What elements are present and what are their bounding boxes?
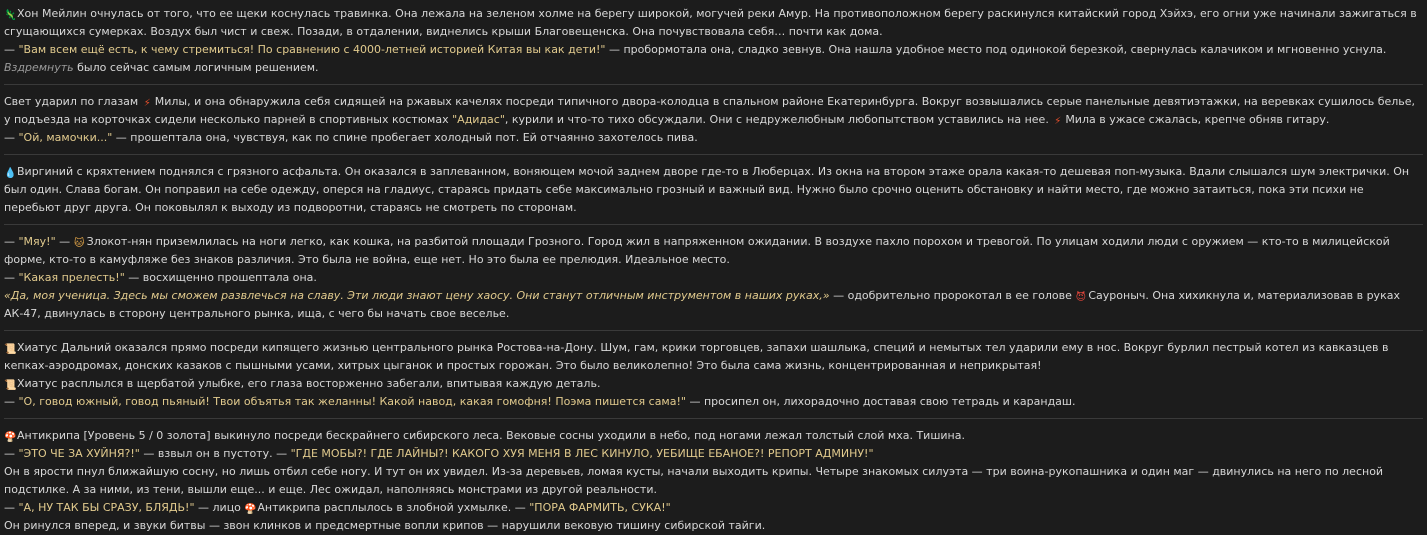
post-line	[4, 269, 1423, 287]
narration-text: —	[4, 395, 19, 408]
cat-icon: 🐱	[73, 238, 85, 249]
post-line	[4, 163, 1423, 217]
post-line	[4, 93, 1423, 129]
narration-text: — пробормотала она, сладко зевнув. Она нашла удобное место под одинокой березкой, свернулась калачиком и мгновенно уснула.	[605, 43, 1387, 56]
mushroom-icon: 🍄	[4, 432, 17, 443]
post	[4, 233, 1423, 323]
narration-text: Милы, и она обнаружила себя сидящей на ржавых качелях посреди типичного двора-колодца в спальном районе Екатеринбурга. Вокруг возвышались серые панельные девятиэтажки, на веревках сушилось белье, у подъезда на корточках сидели несколько парней в спортивных костюмах	[4, 95, 1416, 126]
narration-text: Виргиний с кряхтением поднялся с грязного асфальта. Он оказался в заплеванном, воняющем мочой заднем дворе где-то в Люберцах. Из окна на втором этаже орала какая-то дешевая поп-музыка. Вдали слышался шум электрички. Он был один. Слава богам. Он поправил на себе одежду, оперся на гладиус, стараясь придать себе максимально грозный и важный вид. Нужно было срочно оценить обстановку и найти место, где можно затаиться, пока эти психи не перебьют друг друга. Он поковылял к выходу из подворотни, стараясь не смотреть по сторонам.	[4, 165, 1410, 214]
narration-text: Сауроныч. Она хихикнула и, материализовав в руках АК-47, двинулась в сторону центрального рынка, ища, с чего бы начать свое веселье.	[4, 289, 1400, 320]
post-line	[4, 427, 1423, 445]
narration-text: Свет ударил по глазам	[4, 95, 142, 108]
emphasis-text: Вздремнуть	[4, 61, 74, 74]
post-line	[4, 375, 1423, 393]
narration-text: —	[55, 235, 74, 248]
quote-text: "ГДЕ МОБЫ?! ГДЕ ЛАЙНЫ?! КАКОГО ХУЯ МЕНЯ В ЛЕС КИНУЛО, УЕБИЩЕ ЕБАНОЕ?! РЕПОРТ АДМИНУ!"	[290, 447, 874, 460]
post-line	[4, 41, 1423, 77]
quote-text: "ЭТО ЧЕ ЗА ХУЙНЯ?!"	[18, 447, 140, 460]
post-divider	[4, 418, 1423, 419]
post-divider	[4, 84, 1423, 85]
post-divider	[4, 330, 1423, 331]
post	[4, 339, 1423, 411]
mushroom-icon: 🍄	[244, 504, 257, 515]
narration-text: Он в ярости пнул ближайшую сосну, но лишь отбил себе ногу. И тут он их увидел. Из-за деревьев, ломая кусты, начали выходить крипы. Четыре знакомых силуэта — три воина-рукопашника и один маг — двинулись на него по лесной подстилке. А за ними, из тени, вышли еще... и еще. Лес ожидал, наполняясь монстрами из другой реальности.	[4, 465, 1384, 496]
narration-text: Хон Мейлин очнулась от того, что ее щеки коснулась травинка. Она лежала на зеленом холме на берегу широкой, могучей реки Амур. На противоположном берегу раскинулся китайский город Хэйхэ, его огни уже начинали зажигаться в сгущающихся сумерках. Воздух был чист и свеж. Позади, в отдалении, виднелись крыши Благовещенска. Она почувствовала себя… почти как дома.	[4, 7, 1417, 38]
post-line	[4, 445, 1423, 463]
post-line	[4, 5, 1423, 41]
quote-text: "Вам всем ещё есть, к чему стремиться! По сравнению с 4000-летней историей Китая вы как дети!"	[18, 43, 606, 56]
narration-text: — взвыл он в пустоту. —	[139, 447, 291, 460]
narration-text: — восхищенно прошептала она.	[124, 271, 317, 284]
narration-text: — одобрительно пророкотал в ее голове	[829, 289, 1076, 302]
narration-text: — лицо	[194, 501, 245, 514]
narration-text: — просипел он, лихорадочно доставая свою тетрадь и карандаш.	[685, 395, 1076, 408]
bolt-icon: ⚡	[143, 98, 151, 109]
post	[4, 427, 1423, 535]
post-divider	[4, 224, 1423, 225]
quote-text: "Мяу!"	[18, 235, 56, 248]
devil-icon: 😈	[1075, 292, 1087, 303]
post-line	[4, 233, 1423, 269]
inner-voice-text: «Да, моя ученица. Здесь мы сможем развлечься на славу. Эти люди знают цену хаосу. Они станут отличным инструментом в наших руках,»	[4, 289, 830, 302]
post-line	[4, 339, 1423, 375]
narration-text: — прошептала она, чувствуя, как по спине пробегает холодный пот. Ей отчаянно захотелось пива.	[112, 131, 698, 144]
narration-text: Антикрипа расплылось в злобной ухмылке. —	[257, 501, 530, 514]
narration-text: было сейчас самым логичным решением.	[73, 61, 319, 74]
narration-text: Он ринулся вперед, и звуки битвы — звон клинков и предсмертные вопли крипов — нарушили вековую тишину сибирской тайги.	[4, 519, 766, 532]
narration-text: —	[4, 501, 19, 514]
post-line	[4, 393, 1423, 411]
bolt-icon: ⚡	[1054, 116, 1062, 127]
post-line	[4, 129, 1423, 147]
post	[4, 93, 1423, 147]
quote-text: "Ой, мамочки..."	[18, 131, 113, 144]
narration-text: Мила в ужасе сжалась, крепче обняв гитару.	[1065, 113, 1330, 126]
narration-text: Хиатус Дальний оказался прямо посреди кипящего жизнью центрального рынка Ростова-на-Дону. Шум, гам, крики торговцев, запахи шашлыка, специй и немытых тел ударили ему в нос. Вокруг бурлил пестрый котел из кавказцев в кепках-аэродромах, донских казаков с пышными усами, хитрых цыганок и простых горожан. Это было великолепно! Это была сама жизнь, концентрированная и неприкрытая!	[4, 341, 1389, 372]
narration-text: —	[4, 131, 19, 144]
post	[4, 163, 1423, 217]
post-line	[4, 463, 1423, 499]
narration-text: Злокот-нян приземлилась на ноги легко, как кошка, на разбитой площади Грозного. Город жил в напряженном ожидании. В воздухе пахло порохом и тревогой. По улицам ходили люди с оружием — кто-то в милицейской форме, кто-то в камуфляже без знаков различия. Это была не война, еще нет. Но это была ее прелюдия. Идеальное место.	[4, 235, 1390, 266]
scroll-icon: 📜	[4, 380, 17, 391]
post-line	[4, 517, 1423, 535]
post-line	[4, 499, 1423, 517]
quote-text: "А, НУ ТАК БЫ СРАЗУ, БЛЯДЬ!"	[18, 501, 195, 514]
quote-text: "ПОРА ФАРМИТЬ, СУКА!"	[529, 501, 671, 514]
post-divider	[4, 154, 1423, 155]
post-line	[4, 287, 1423, 323]
blood-drop-icon: 💧	[4, 168, 17, 179]
narration-text: Хиатус расплылся в щербатой улыбке, его глаза восторженно забегали, впитывая каждую деталь.	[17, 377, 601, 390]
quote-text: "О, говод южный, говод пьяный! Твои объятья так желанны! Какой навод, какая гомофня! Поэма пишется сама!"	[18, 395, 686, 408]
narration-text: —	[4, 43, 19, 56]
narration-text: , курили и что-то тихо обсуждали. Они с недружелюбным любопытством уставились на нее.	[504, 113, 1053, 126]
quote-text: "Адидас"	[452, 113, 505, 126]
post	[4, 5, 1423, 77]
narration-text: Антикрипа [Уровень 5 / 0 золота] выкинуло посреди бескрайнего сибирского леса. Вековые сосны уходили в небо, под ногами лежал толстый слой мха. Тишина.	[17, 429, 965, 442]
narration-text: —	[4, 235, 19, 248]
quote-text: "Какая прелесть!"	[18, 271, 125, 284]
narration-text: —	[4, 447, 19, 460]
scroll-icon: 📜	[4, 344, 17, 355]
narration-text: —	[4, 271, 19, 284]
lizard-icon: 🦎	[4, 10, 17, 21]
